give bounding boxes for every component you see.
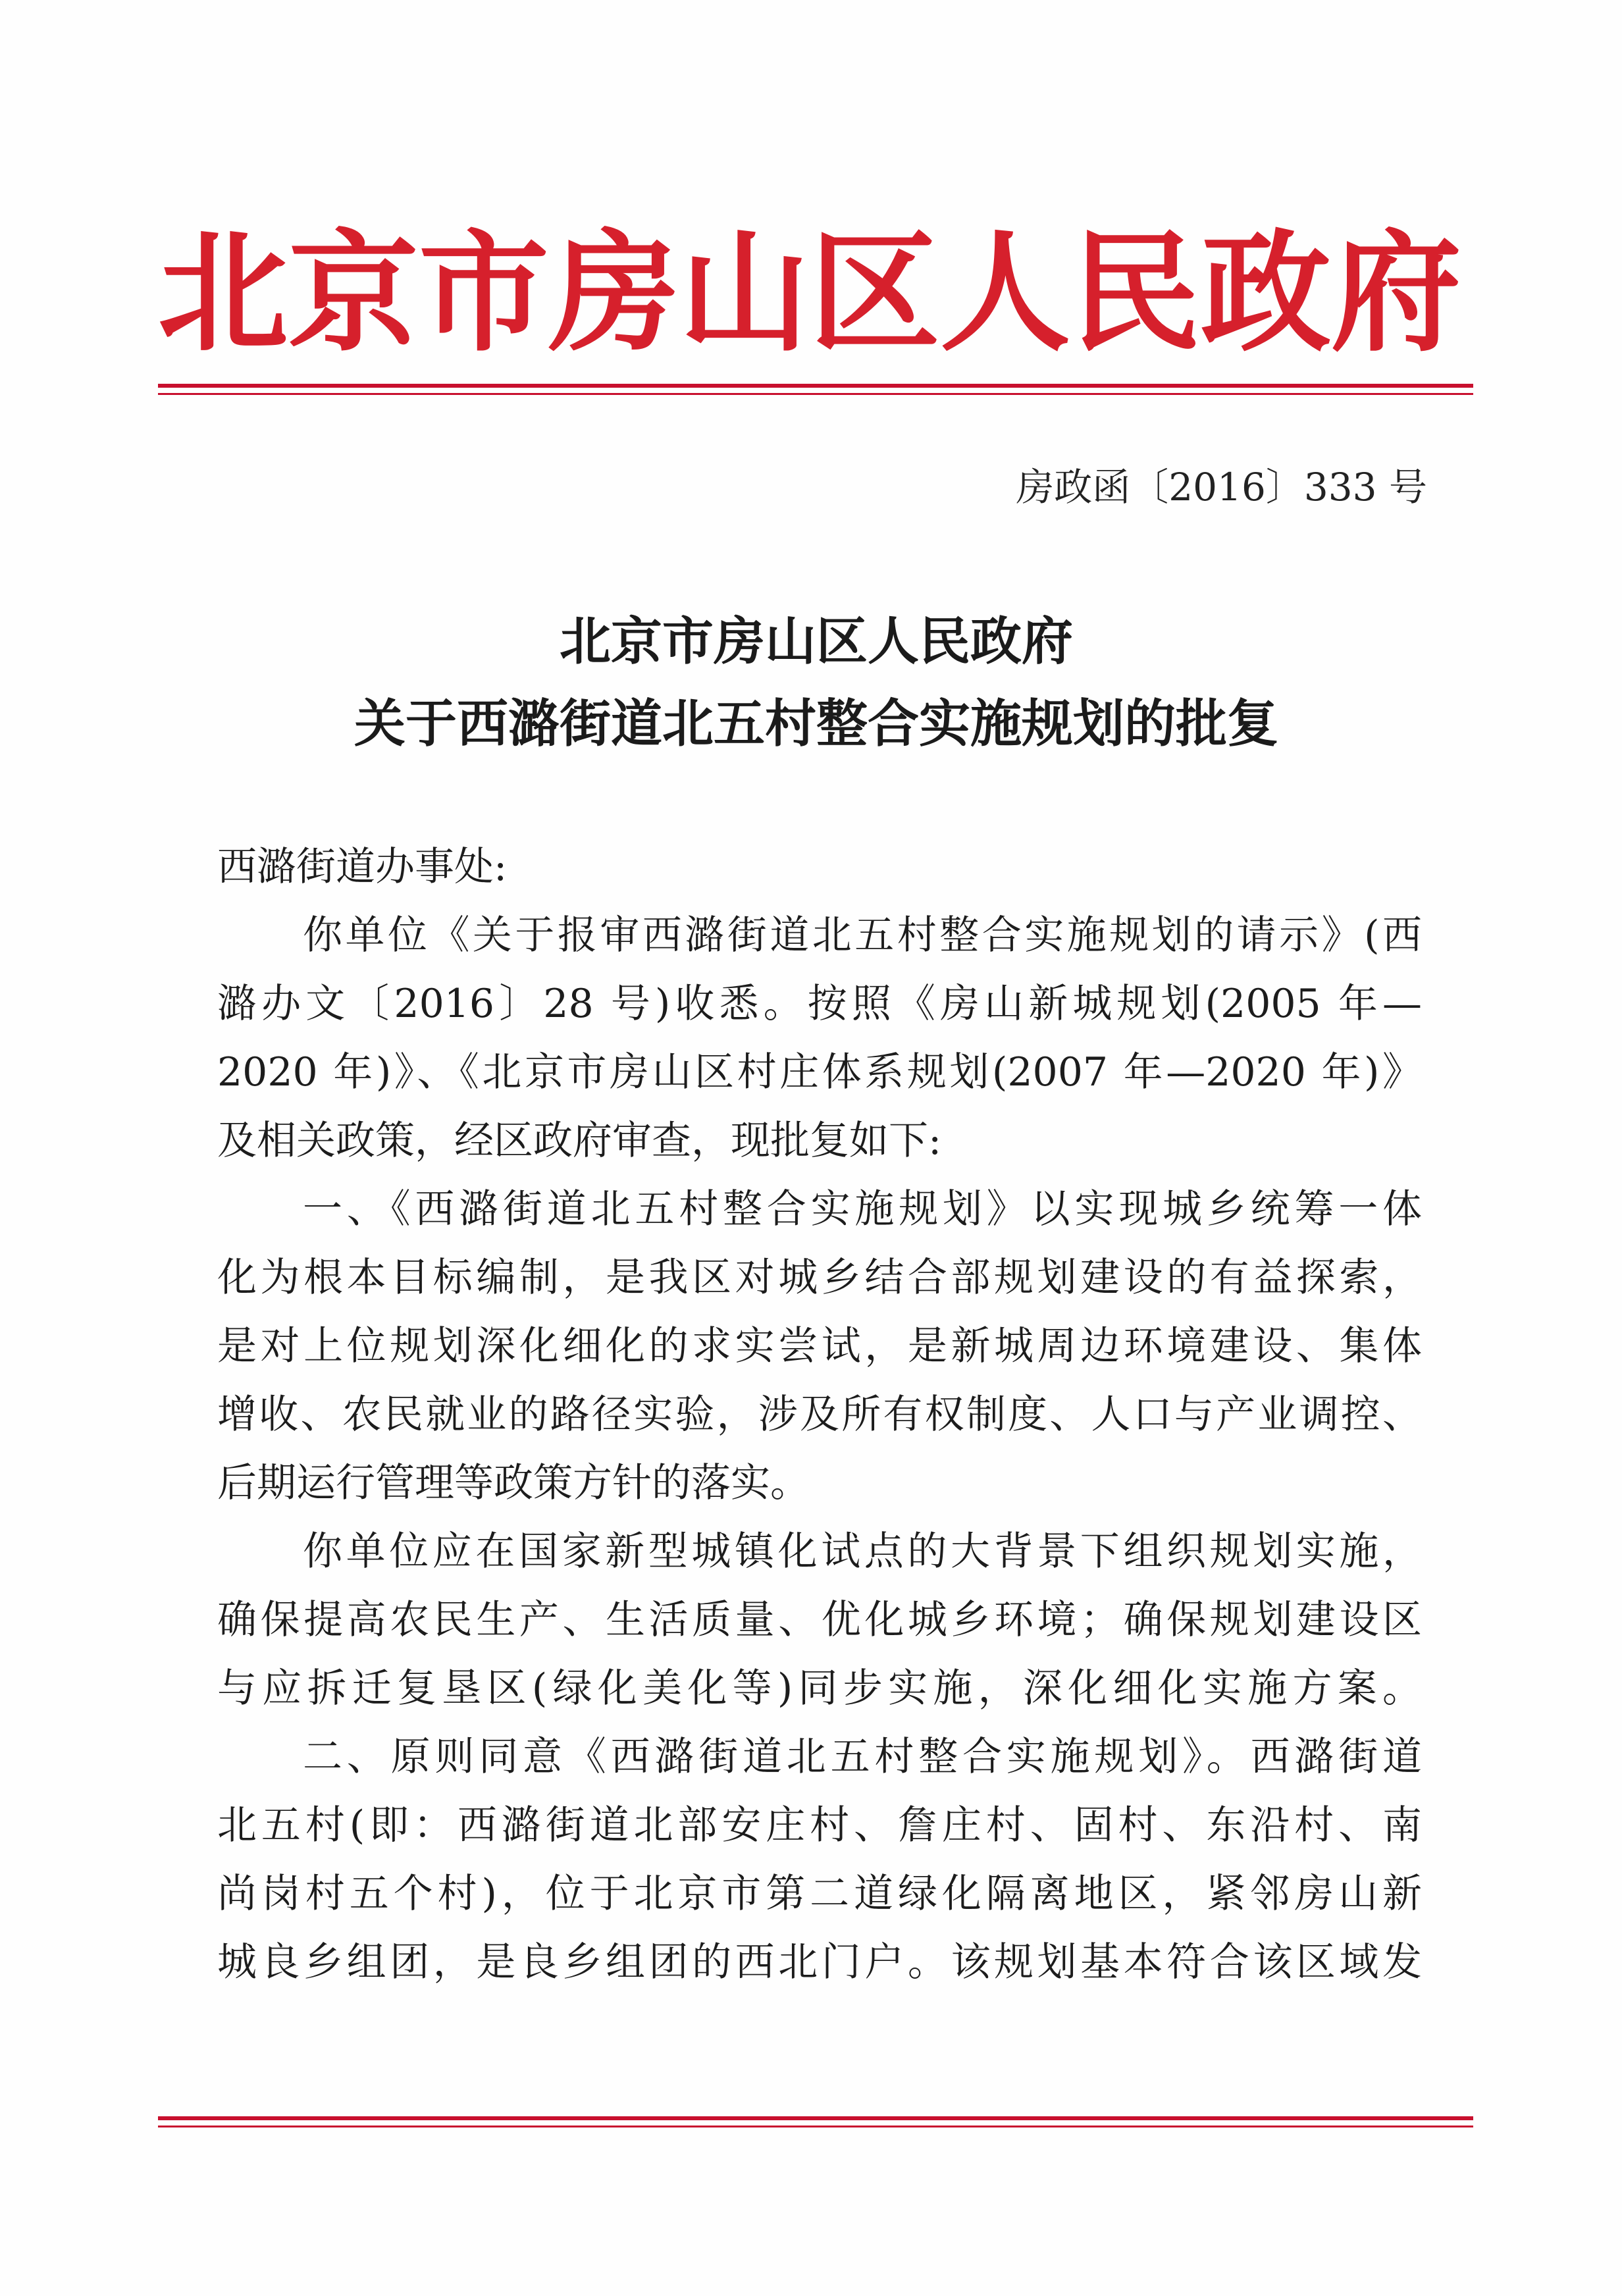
body-line: 增收、农民就业的路径实验，涉及所有权制度、人口与产业调控、	[217, 1392, 1422, 1438]
footer-red-rule-thick	[158, 2116, 1473, 2120]
header-red-rule-thick	[158, 384, 1473, 388]
body-line: 北五村(即：西潞街道北部安庄村、詹庄村、固村、东沿村、南	[217, 1802, 1422, 1848]
body-line: 一、《西潞街道北五村整合实施规划》以实现城乡统筹一体	[303, 1186, 1422, 1232]
body-line: 你单位应在国家新型城镇化试点的大背景下组织规划实施，	[303, 1528, 1422, 1575]
body-line: 及相关政策，经区政府审查，现批复如下:	[217, 1118, 942, 1164]
document-title-line-2: 关于西潞街道北五村整合实施规划的批复	[353, 694, 1278, 754]
body-line: 2020 年)》、《北京市房山区村庄体系规划(2007 年—2020 年)》	[217, 1049, 1422, 1095]
footer-red-rule-thin	[158, 2126, 1473, 2127]
body-line: 是对上位规划深化细化的求实尝试，是新城周边环境建设、集体	[217, 1323, 1422, 1369]
body-line: 尚岗村五个村)，位于北京市第二道绿化隔离地区，紧邻房山新	[217, 1871, 1422, 1917]
body-line: 后期运行管理等政策方针的落实。	[217, 1460, 810, 1506]
body-line: 城良乡组团，是良乡组团的西北门户。该规划基本符合该区域发	[217, 1939, 1422, 1985]
body-line: 与应拆迁复垦区(绿化美化等)同步实施，深化细化实施方案。	[217, 1665, 1422, 1711]
body-line: 化为根本目标编制，是我区对城乡结合部规划建设的有益探索，	[217, 1255, 1422, 1301]
body-line: 潞办文〔2016〕28 号)收悉。按照《房山新城规划(2005 年—	[217, 981, 1422, 1027]
document-title-line-1: 北京市房山区人民政府	[559, 612, 1073, 671]
document-body	[217, 833, 1422, 1996]
body-line: 你单位《关于报审西潞街道北五村整合实施规划的请示》(西	[303, 912, 1422, 958]
body-line: 确保提高农民生产、生活质量、优化城乡环境；确保规划建设区	[217, 1597, 1422, 1643]
header-red-rule-thin	[158, 393, 1473, 395]
salutation: 西潞街道办事处:	[217, 844, 508, 890]
body-line: 二、原则同意《西潞街道北五村整合实施规划》。西潞街道	[303, 1734, 1422, 1780]
issuer-masthead: 北京市房山区人民政府	[158, 216, 1461, 369]
document-number: 房政函〔2016〕333 号	[1016, 465, 1427, 509]
